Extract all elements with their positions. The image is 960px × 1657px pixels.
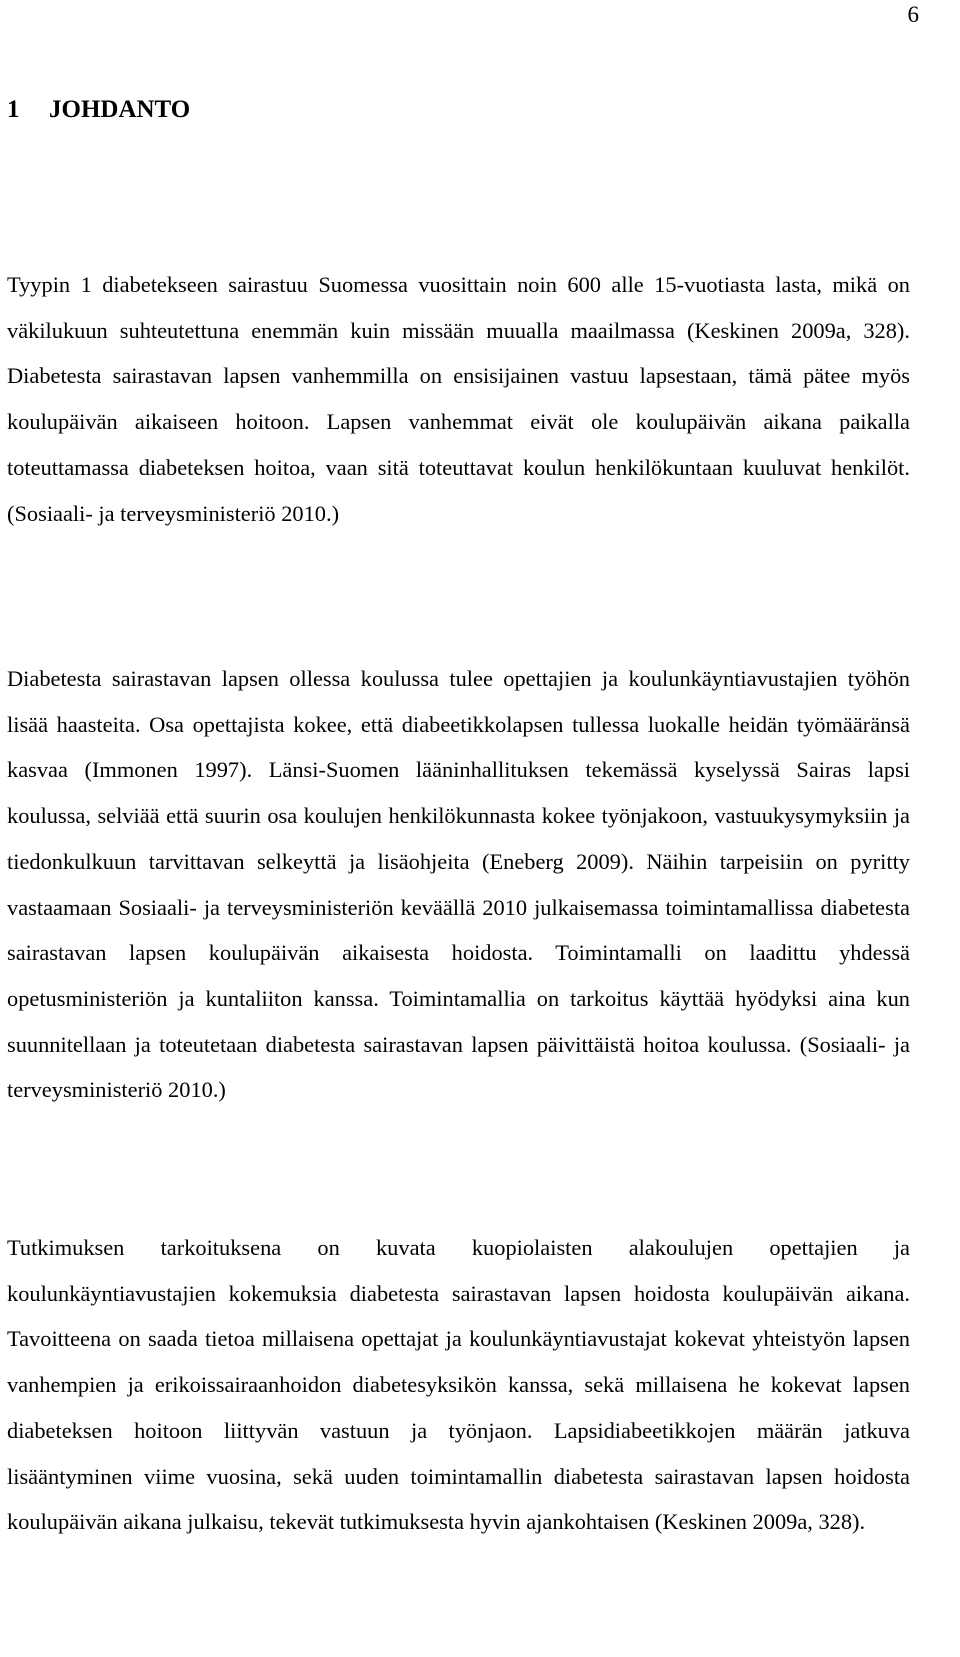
- chapter-title: JOHDANTO: [49, 96, 191, 123]
- paragraph-1: Tyypin 1 diabetekseen sairastuu Suomessa vuosittain noin 600 alle 15-vuotiasta lasta, mikä on väkilukuun suhteutettuna enemmän kuin missään muualla maailmassa (Keskinen 2009a, 328). Diabetesta sairastavan lapsen vanhemmilla on ensisijainen vastuu lapsestaan, tämä pätee myös koulupäivän aikaiseen hoitoon. Lapsen vanhemmat eivät ole koulupäivän aikana paikalla toteuttamassa diabeteksen hoitoa, vaan sitä toteuttavat koulun henkilökuntaan kuuluvat henkilöt. (Sosiaali- ja terveysministeriö 2010.): [7, 272, 910, 526]
- chapter-number: 1: [7, 96, 20, 123]
- paragraph-3: Tutkimuksen tarkoituksena on kuvata kuopiolaisten alakoulujen opettajien ja koulunkäyntiavustajien kokemuksia diabetesta sairastavan lapsen hoidosta koulupäivän aikana. Tavoitteena on saada tietoa millaisena opettajat ja koulunkäyntiavustajat kokevat yhteistyön lapsen vanhempien ja erikoissairaanhoidon diabetesyksikön kanssa, sekä millaisena he kokevat lapsen diabeteksen hoitoon liittyvän vastuun ja työnjaon. Lapsidiabeetikkojen määrän jatkuva lisääntyminen viime vuosina, sekä uuden toimintamallin diabetesta sairastavan lapsen hoidosta koulupäivän aikana julkaisu, tekevät tutkimuksesta hyvin ajankohtaisen (Keskinen 2009a, 328).: [7, 1235, 910, 1535]
- chapter-heading: [7, 94, 190, 126]
- page-number: 6: [907, 2, 919, 27]
- paragraph-2: Diabetesta sairastavan lapsen ollessa koulussa tulee opettajien ja koulunkäyntiavustajien työhön lisää haasteita. Osa opettajista kokee, että diabeetikkolapsen tullessa luokalle heidän työmääränsä kasvaa (Immonen 1997). Länsi-Suomen lääninhallituksen tekemässä kyselyssä Sairas lapsi koulussa, selviää että suurin osa koulujen henkilökunnasta kokee työnjakoon, vastuukysymyksiin ja tiedonkulkuun tarvittavan selkeyttä ja lisäohjeita (Eneberg 2009). Näihin tarpeisiin on pyritty vastaamaan Sosiaali- ja terveysministeriön keväällä 2010 julkaisemassa toimintamallissa diabetesta sairastavan lapsen koulupäivän aikaisesta hoidosta. Toimintamalli on laadittu yhdessä opetusministeriön ja kuntaliiton kanssa. Toimintamallia on tarkoitus käyttää hyödyksi aina kun suunnitellaan ja toteutetaan diabetesta sairastavan lapsen päivittäistä hoitoa koulussa. (Sosiaali- ja terveysministeriö 2010.): [7, 666, 910, 1103]
